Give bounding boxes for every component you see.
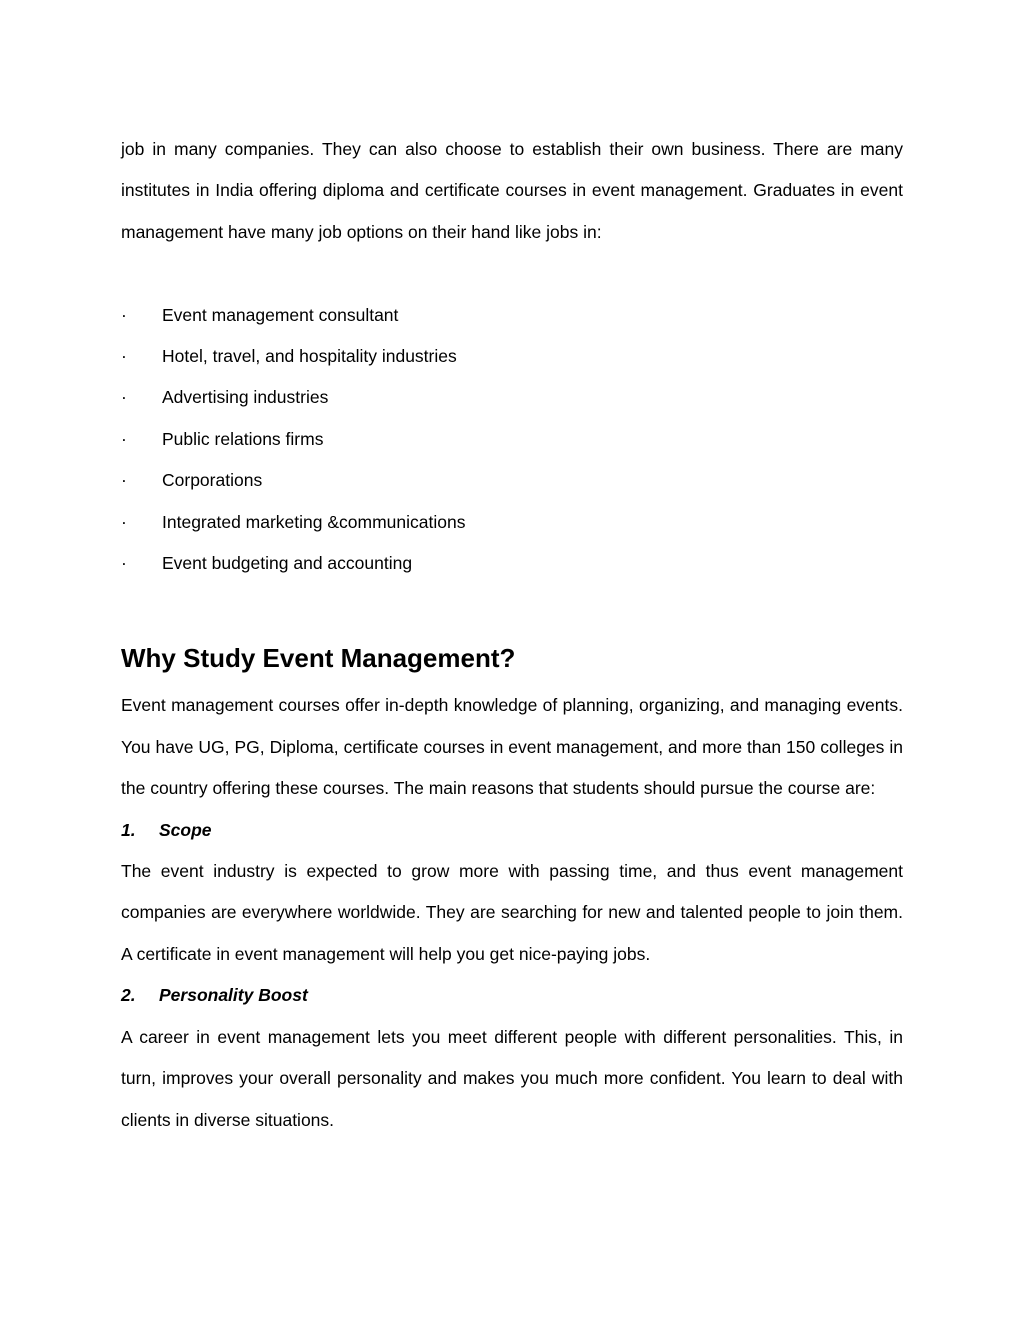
- list-item: [121, 419, 903, 460]
- reason-number: 1.: [121, 819, 136, 840]
- bullet-icon: ·: [121, 511, 127, 532]
- list-item-text: Event management consultant: [162, 304, 399, 325]
- list-item: [121, 295, 903, 336]
- reason-title: Scope: [159, 819, 212, 840]
- list-item: [121, 336, 903, 377]
- list-item-text: Public relations firms: [162, 428, 324, 449]
- intro-paragraph: job in many companies. They can also choose to establish their own business. There are many institutes in India offering diploma and certificate courses in event management. Graduates in event management have many job options on their hand like jobs in:: [121, 139, 903, 242]
- reason-paragraph: A career in event management lets you meet different people with different personalities. This, in turn, improves your overall personality and makes you much more confident. You learn to deal with clients in diverse situations.: [121, 1026, 903, 1130]
- reason-paragraph: The event industry is expected to grow more with passing time, and thus event management companies are everywhere worldwide. They are searching for new and talented people to join them. A certificate in event management will help you get nice-paying jobs.: [121, 861, 903, 964]
- list-item: [121, 543, 903, 584]
- page-content: [121, 129, 903, 1141]
- list-item: [121, 502, 903, 543]
- list-item-text: Hotel, travel, and hospitality industries: [162, 346, 457, 367]
- bullet-icon: ·: [121, 553, 127, 574]
- bullet-icon: ·: [121, 346, 127, 367]
- reason-number: 2.: [121, 985, 136, 1006]
- job-options-list: [121, 295, 903, 585]
- section-heading: Why Study Event Management?: [121, 643, 516, 674]
- list-item-text: Integrated marketing &communications: [162, 511, 466, 532]
- bullet-icon: ·: [121, 428, 127, 449]
- paragraph-spacer: [121, 253, 903, 294]
- list-item-text: Advertising industries: [162, 387, 329, 408]
- list-item: [121, 377, 903, 418]
- list-item-text: Event budgeting and accounting: [162, 553, 413, 574]
- bullet-icon: ·: [121, 304, 127, 325]
- reason-heading: [121, 975, 903, 1016]
- section-intro-paragraph: Event management courses offer in-depth knowledge of planning, organizing, and managing events. You have UG, PG, Diploma, certificate courses in event management, and more than 150 colleges in the country offering these courses. The main reasons that students should pursue the course are:: [121, 695, 903, 799]
- list-item: [121, 460, 903, 501]
- bullet-icon: ·: [121, 470, 127, 491]
- reason-heading: [121, 810, 903, 851]
- list-item-text: Corporations: [162, 470, 263, 491]
- bullet-icon: ·: [121, 387, 127, 408]
- reason-title: Personality Boost: [159, 985, 308, 1006]
